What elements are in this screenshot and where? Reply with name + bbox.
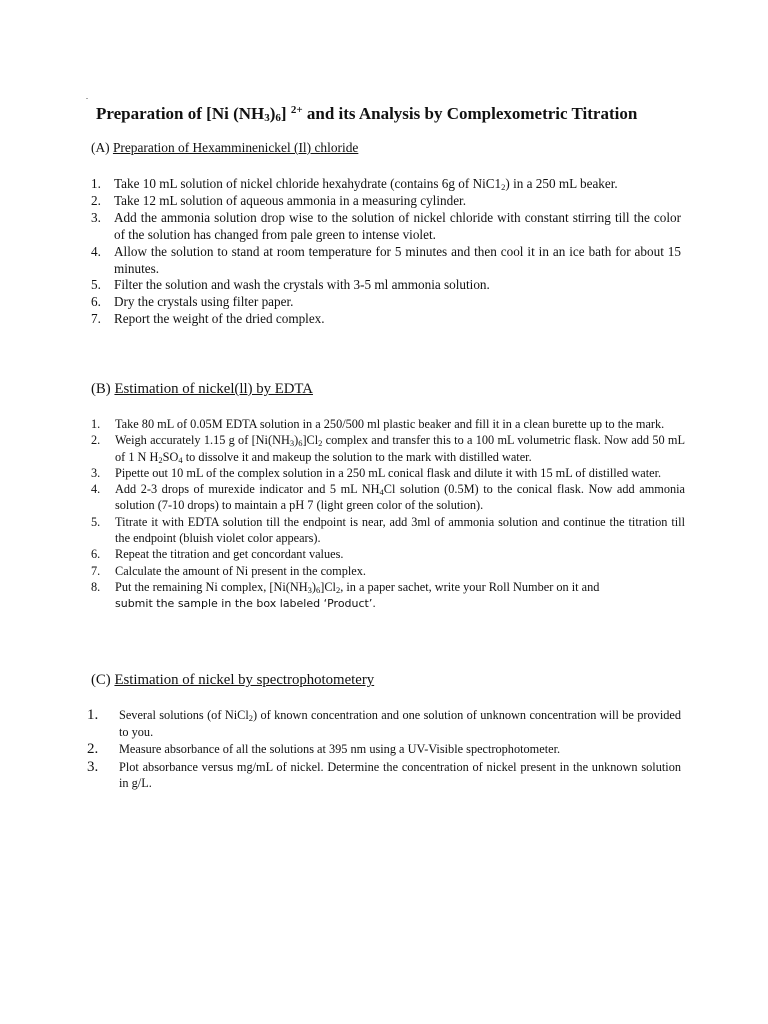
list-item: 1. Several solutions (of NiCl$_2$) of known concentration and one solution of unknown concentration will be provided to you. (87, 707, 681, 739)
list-item: 6. Dry the crystals using filter paper. (91, 294, 294, 310)
list-item: 3. Add the ammonia solution drop wise to the solution of nickel chloride with constant stirring till the color of the solution has changed from pale green to intense violet. (91, 209, 681, 242)
list-item: 3. Pipette out 10 mL of the complex solution in a 250 mL conical flask and dilute it with 15 mL of distilled water. (91, 465, 662, 480)
list-item: 4. Add 2-3 drops of murexide indicator and 5 mL $NH_4Cl$ solution (0.5M) to the conical flask. Now add ammonia solution (7-10 drops) to maintain a pH 7 (light green color of the solution). (91, 482, 686, 513)
section-a-steps (91, 176, 681, 328)
list-item: 1. Take 80 mL of 0.05M EDTA solution in a 250/500 ml plastic beaker and fill it in a clean burette up to the mark. (91, 417, 665, 431)
list-item: 2. Weigh accurately 1.15 g of $[Ni(NH_3)_6]Cl_2$ complex and transfer this to a 100 mL volumetric flask. Now add 50 mL of 1 N $H_2SO_4$ to dissolve it and makeup the solution to the mark with distilled water. (91, 433, 685, 465)
section-a-heading: (A) Preparation of Hexamminenickel (Il) chloride (91, 140, 359, 155)
page-title: Preparation of [Ni $(NH_3)_6$] $^{2+}$ and its Analysis by Complexometric Titration (96, 104, 638, 124)
stray-mark: . (86, 92, 88, 101)
list-item: 3. Plot absorbance versus mg/mL of nickel. Determine the concentration of nickel present in the unknown solution in g/L. (87, 758, 681, 790)
list-item: 2. Measure absorbance of all the solutions at 395 nm using a UV-Visible spectrophotometer. (87, 741, 561, 757)
list-item: 5. Filter the solution and wash the crystals with 3-5 ml ammonia solution. (91, 277, 490, 293)
section-b-steps (91, 416, 685, 613)
list-item: 8. Put the remaining Ni complex, $[Ni(NH_3)_6]Cl_2$, in a paper sachet, write your Roll Number on it and submit the sample in the box labeled ‘Product’. (91, 579, 600, 611)
list-item: 6. Repeat the titration and get concordant values. (91, 547, 344, 562)
list-item: 2. Take 12 mL solution of aqueous ammonia in a measuring cylinder. (91, 192, 467, 208)
list-item: 5. Titrate it with EDTA solution till the endpoint is near, add 3ml of ammonia solution and continue the titration till the endpoint (bluish violet color appears). (91, 514, 685, 546)
section-c-steps (87, 707, 681, 793)
list-item: 1. Take 10 mL solution of nickel chloride hexahydrate (contains 6g of $NiC1_2$) in a 250 mL beaker. (91, 176, 618, 192)
section-c-heading: (C) Estimation of nickel by spectrophotometery (91, 672, 375, 688)
list-item: 7. Report the weight of the dried complex. (91, 311, 325, 327)
list-item: 7. Calculate the amount of Ni present in the complex. (91, 563, 366, 578)
list-item: 4. Allow the solution to stand at room temperature for 5 minutes and then cool it in an ice bath for about 15 minutes. (91, 243, 681, 276)
section-b-heading: (B) Estimation of nickel(ll) by EDTA (91, 381, 313, 397)
